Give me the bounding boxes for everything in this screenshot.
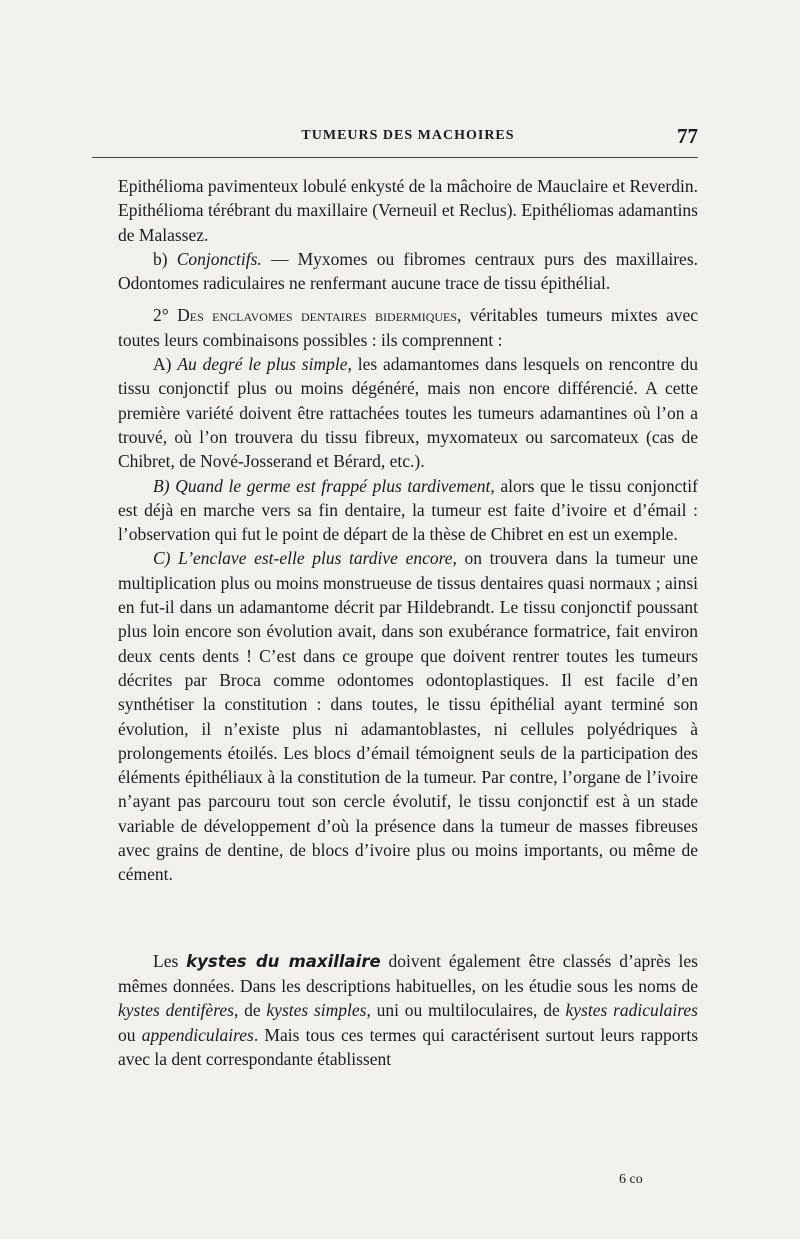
- emphasis: kystes radiculaires: [565, 1000, 698, 1021]
- emphasis: Conjonctifs.: [176, 248, 262, 269]
- header-rule: [92, 157, 698, 158]
- paragraph-text: les adamantomes dans lesquels on rencontre du tissu conjonctif plus ou moins dégénéré, mais non encore différencié. A cette première variété doivent être rattachées toutes les tumeurs adamantines où l’on a trouvé, où l’on trouvera du tissu fibreux, myxomateux ou sarcomateux (cas de Chibret, de Nové-Josserand et Bérard, etc.).: [118, 354, 699, 472]
- paragraph-text: ou: [118, 1024, 142, 1045]
- emphasis: appendiculaires: [141, 1024, 254, 1045]
- list-label: B): [153, 475, 176, 496]
- paragraph-text: doivent également être classés d’après les mêmes données. Dans les descriptions habituelles, on les étudie sous les noms de: [118, 950, 698, 996]
- body-text: [118, 174, 698, 1071]
- paragraph-text: Les: [153, 950, 187, 971]
- paragraph-text: . Mais tous ces termes qui caractérisent surtout leurs rapports avec la dent correspondante établissent: [118, 1024, 699, 1069]
- paragraph-text: on trouvera dans la tumeur une multiplication plus ou moins monstrueuse de tissus dentaires quasi normaux ; ainsi en fut-il dans un adamantome décrit par Hildebrandt. Le tissu conjonctif poussant plus loin encore son évolution avait, dans son exubérance formatrice, fait environ deux cents dents ! C’est dans ce groupe que doivent rentrer toutes les tumeurs décrites par Broca comme odontomes odontoplastiques. Il est facile d’en synthétiser la constitution : dans toutes, le tissu épithélial ayant terminé son évolution, il n’existe plus ni adamantoblastes, ni cellules polyédriques à prolongements étoilés. Les blocs d’émail témoignent seuls de la participation des éléments épithéliaux à la constitution de la tumeur. Par contre, l’organe de l’ivoire n’ayant pas parcouru tout son cercle évolutif, le tissu conjonctif est à un stade variable de développement d’où la présence dans la tumeur de masses fibreuses avec grains de dentine, de blocs d’ivoire plus ou moins importants, ou même de cément.: [118, 548, 698, 885]
- paragraph-text: , de: [233, 1000, 267, 1021]
- printer-signature: 6 co: [619, 1172, 643, 1187]
- paragraph-text: alors que le tissu conjonctif est déjà en marche vers sa fin dentaire, la tumeur est faite d’ivoire et d’émail : l’observation qui fut le point de départ de la thèse de Chibret en est un exemple.: [118, 475, 698, 545]
- paragraph-epitheliomas: Epithélioma pavimenteux lobulé enkysté de la mâchoire de Mauclaire et Reverdin. Epithélioma térébrant du maxillaire (Verneuil et Reclus). Epithéliomas adamantins de Malassez.: [118, 176, 698, 245]
- list-label: C): [153, 548, 179, 569]
- paragraph-kystes: [118, 949, 698, 1071]
- bold-heading: kystes du maxillaire: [186, 951, 381, 971]
- paragraph-b: [118, 474, 698, 547]
- emphasis: Au degré le plus simple,: [177, 354, 352, 375]
- page-header: [118, 124, 698, 152]
- paragraph-c: [118, 546, 698, 886]
- emphasis: Quand le germe est frappé plus tardivement,: [175, 475, 495, 496]
- emphasis: kystes dentifères: [118, 1000, 234, 1021]
- section-heading: Des enclavomes dentaires bidermiques: [177, 305, 458, 326]
- paragraph-text: , véritables tumeurs mixtes avec toutes leurs combinaisons possibles : ils comprennent :: [118, 305, 698, 350]
- paragraph-conjonctifs: [118, 247, 698, 296]
- list-label: A): [153, 354, 178, 375]
- section-number: 2°: [153, 305, 178, 326]
- emphasis: kystes simples: [266, 1000, 367, 1021]
- page-number: 77: [677, 124, 698, 148]
- paragraph-enclavomes: [118, 303, 698, 352]
- paragraph-text: , uni ou multiloculaires, de: [366, 1000, 566, 1021]
- running-title: TUMEURS DES MACHOIRES: [301, 128, 515, 143]
- paragraph-a: [118, 352, 698, 473]
- emphasis: L’enclave est-elle plus tardive encore,: [178, 548, 457, 569]
- list-label: b): [153, 248, 177, 269]
- paragraph-text: — Myxomes ou fibromes centraux purs des maxillaires. Odontomes radiculaires ne renfermant aucune trace de tissu épithélial.: [118, 248, 699, 294]
